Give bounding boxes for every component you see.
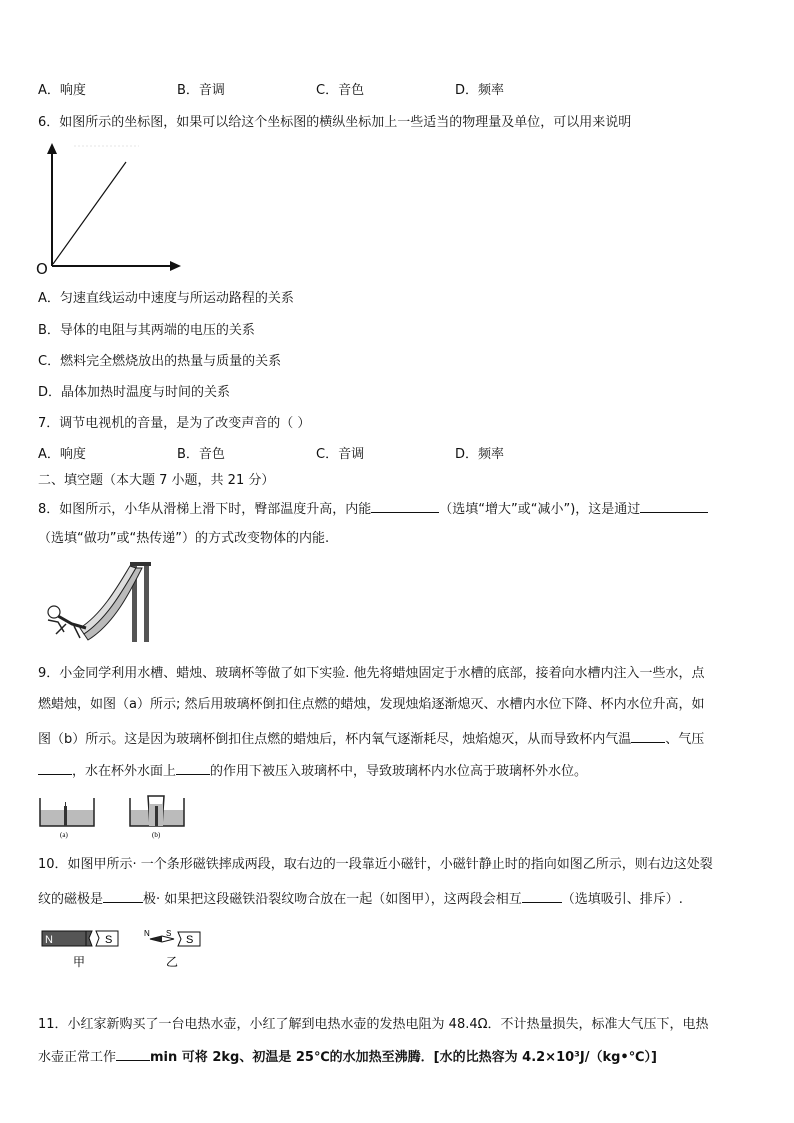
q9-text-3: 图（b）所示。这是因为玻璃杯倒扣住点燃的蜡烛后，杯内氧气逐渐耗尽，烛焰熄灭，从而导致杯内气温 [38,732,632,747]
q10-line-2 [38,888,683,909]
q11-line-1: 11．小红家新购买了一台电热水壶，小红了解到电热水壶的发热电阻为 48.4Ω．不计热量损失，标准大气压下，电热 [38,1017,709,1032]
q8-line-1 [38,498,708,519]
y-axis-arrow [47,143,57,154]
svg-text:N: N [144,929,150,938]
graph-origin-label: O [36,260,48,278]
q7-option-d: D．频率 [455,447,505,462]
q9-text-4b: 的作用下被压入玻璃杯中，导致玻璃杯内水位高于玻璃杯外水位。 [210,764,588,779]
q9-figure-a [38,792,98,840]
q9-blank-3[interactable] [176,760,210,775]
slide-illustration [36,558,156,648]
q11-text-2a: 水壶正常工作 [38,1050,117,1065]
q9-line-1: 9．小金同学利用水槽、蜡烛、玻璃杯等做了如下实验. 他先将蜡烛固定于水槽的底部，接着向水槽内注入一些水，点 [38,666,705,681]
q10-text-2b: 极· 如果把这段磁铁沿裂纹吻合放在一起（如图甲），这两段会相互 [143,892,522,907]
q10-figure-yi [144,924,214,972]
q8-text-2: （选填“增大”或“减小”)，这是通过 [439,502,641,517]
q6-stem: 6．如图所示的坐标图，如果可以给这个坐标图的横纵坐标加上一些适当的物理量及单位，可以用来说明 [38,115,632,130]
svg-text:(a): (a) [60,831,68,839]
q6-option-b: B．导体的电阻与其两端的电压的关系 [38,323,255,338]
q6-option-c: C．燃料完全燃烧放出的热量与质量的关系 [38,354,282,369]
x-axis-arrow [170,261,181,271]
q9-blank-1[interactable] [631,728,665,743]
q9-text-4a: ，水在杯外水面上 [72,764,177,779]
q9-blank-2[interactable] [38,760,72,775]
svg-text:S: S [186,934,194,946]
q8-blank-2[interactable] [640,498,708,513]
svg-text:乙: 乙 [166,955,179,969]
q6-coordinate-graph [34,140,184,280]
q9-line-4 [38,760,587,781]
q10-line-1: 10．如图甲所示· 一个条形磁铁摔成两段，取右边的一段靠近小磁针，小磁针静止时的指向如图乙所示，则右边这处裂 [38,857,713,872]
q11-blank-1[interactable] [116,1046,150,1061]
q10-blank-1[interactable] [103,888,143,903]
q11-text-2b: min 可将 2kg、初温是 25℃的水加热至沸腾．[水的比热容为 4.2×10³J/（kg•℃）] [150,1050,657,1065]
svg-text:(b): (b) [152,831,161,839]
svg-text:甲: 甲 [73,955,86,969]
q8-blank-1[interactable] [371,498,439,513]
graph-line [53,162,126,264]
q9-figure-b [128,790,188,840]
q7-options [38,446,594,464]
q7-option-b: B．音色 [177,447,225,462]
q7-option-a: A．响度 [38,447,86,462]
svg-text:S: S [105,934,113,946]
q5-option-b: B．音调 [177,83,225,98]
q9-line-2: 燃蜡烛，如图（a）所示; 然后用玻璃杯倒扣住点燃的蜡烛，发现烛焰逐渐熄灭、水槽内水位下降、杯内水位升高，如 [38,697,705,712]
q10-blank-2[interactable] [522,888,562,903]
q10-figure-jia [40,926,126,972]
section-2-heading: 二、填空题（本大题 7 小题，共 21 分） [38,473,275,488]
q9-text-3b: 、气压 [665,732,705,747]
q9-line-3 [38,728,704,749]
q5-options [38,82,594,100]
svg-text:S: S [166,929,172,938]
q5-option-a: A．响度 [38,83,86,98]
q7-option-c: C．音调 [316,447,365,462]
q8-line-2: （选填“做功”或“热传递”）的方式改变物体的内能. [38,531,330,546]
q7-stem: 7．调节电视机的音量，是为了改变声音的（ ） [38,416,311,431]
q10-text-2c: （选填吸引、排斥）. [561,892,683,907]
q5-option-c: C．音色 [316,83,365,98]
q6-option-d: D．晶体加热时温度与时间的关系 [38,385,231,400]
svg-text:N: N [45,934,53,946]
q8-text-1: 8．如图所示，小华从滑梯上滑下时，臀部温度升高，内能 [38,502,372,517]
q11-line-2 [38,1046,657,1067]
child-body [58,616,86,628]
q6-option-a: A．匀速直线运动中速度与所运动路程的关系 [38,291,294,306]
candle [64,806,67,826]
q10-text-2a: 纹的磁极是 [38,892,104,907]
q5-option-d: D．频率 [455,83,505,98]
